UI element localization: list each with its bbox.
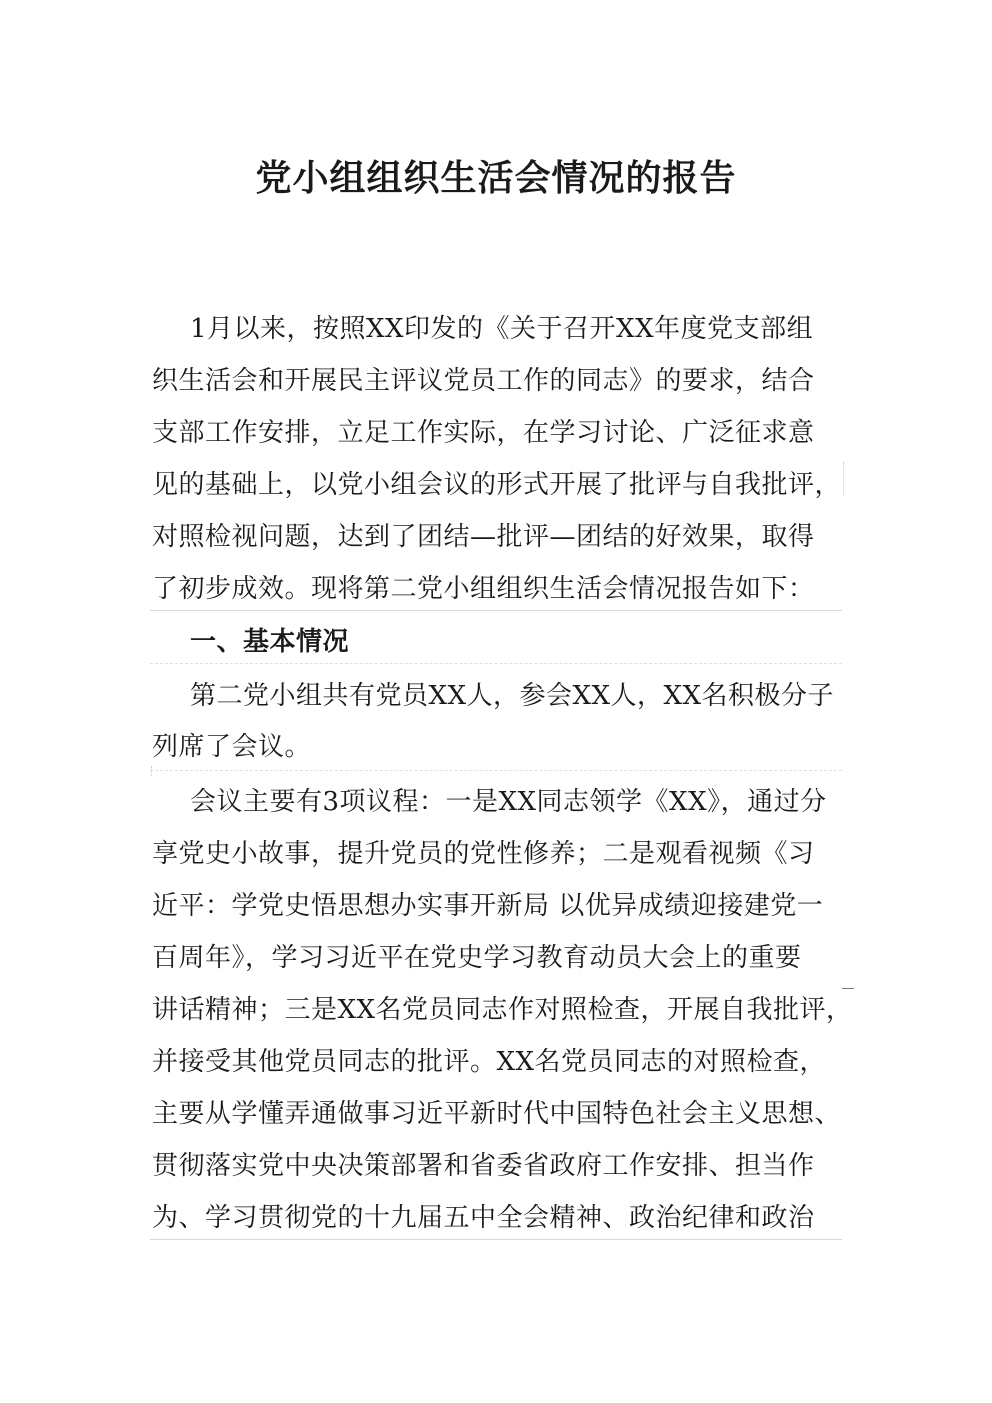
paragraph-line: 对照检视问题，达到了团结—批评—团结的好效果，取得 — [152, 522, 815, 552]
paragraph-line: 享党史小故事，提升党员的党性修养；二是观看视频《习 — [152, 839, 815, 869]
paragraph-line: 了初步成效。现将第二党小组组织生活会情况报告如下： — [152, 574, 815, 604]
margin-tick — [843, 462, 844, 496]
line-divider — [150, 1239, 842, 1240]
paragraph-line: 贯彻落实党中央决策部署和省委省政府工作安排、担当作 — [152, 1151, 815, 1181]
paragraph-line: 见的基础上，以党小组会议的形式开展了批评与自我批评， — [152, 470, 842, 500]
line-divider — [150, 610, 842, 611]
paragraph-line: 讲话精神；三是XX名党员同志作对照检查，开展自我批评， — [152, 995, 853, 1025]
margin-tick — [151, 766, 152, 776]
margin-mark — [842, 988, 854, 989]
paragraph-line: 支部工作安排，立足工作实际，在学习讨论、广泛征求意 — [152, 418, 815, 448]
paragraph-line: 近平：学党史悟思想办实事开新局 以优异成绩迎接建党一 — [152, 891, 824, 921]
paragraph-line: 织生活会和开展民主评议党员工作的同志》的要求，结合 — [152, 366, 815, 396]
paragraph-line: 并接受其他党员同志的批评。XX名党员同志的对照检查， — [152, 1047, 827, 1077]
line-divider — [150, 770, 842, 771]
paragraph-line: 会议主要有3项议程：一是XX同志领学《XX》，通过分 — [190, 787, 827, 817]
paragraph-line: 第二党小组共有党员XX人，参会XX人，XX名积极分子 — [190, 681, 835, 711]
paragraph-line: 1月以来，按照XX印发的《关于召开XX年度党支部组 — [190, 314, 814, 344]
paragraph-line: 百周年》，学习习近平在党史学习教育动员大会上的重要 — [152, 943, 802, 973]
line-divider — [150, 663, 842, 664]
document-title: 党小组组织生活会情况的报告 — [255, 157, 737, 199]
paragraph-line: 列席了会议。 — [152, 732, 312, 762]
paragraph-line: 为、学习贯彻党的十九届五中全会精神、政治纪律和政治 — [152, 1203, 815, 1233]
section-heading: 一、基本情况 — [190, 627, 350, 657]
paragraph-line: 主要从学懂弄通做事习近平新时代中国特色社会主义思想、 — [152, 1099, 842, 1129]
